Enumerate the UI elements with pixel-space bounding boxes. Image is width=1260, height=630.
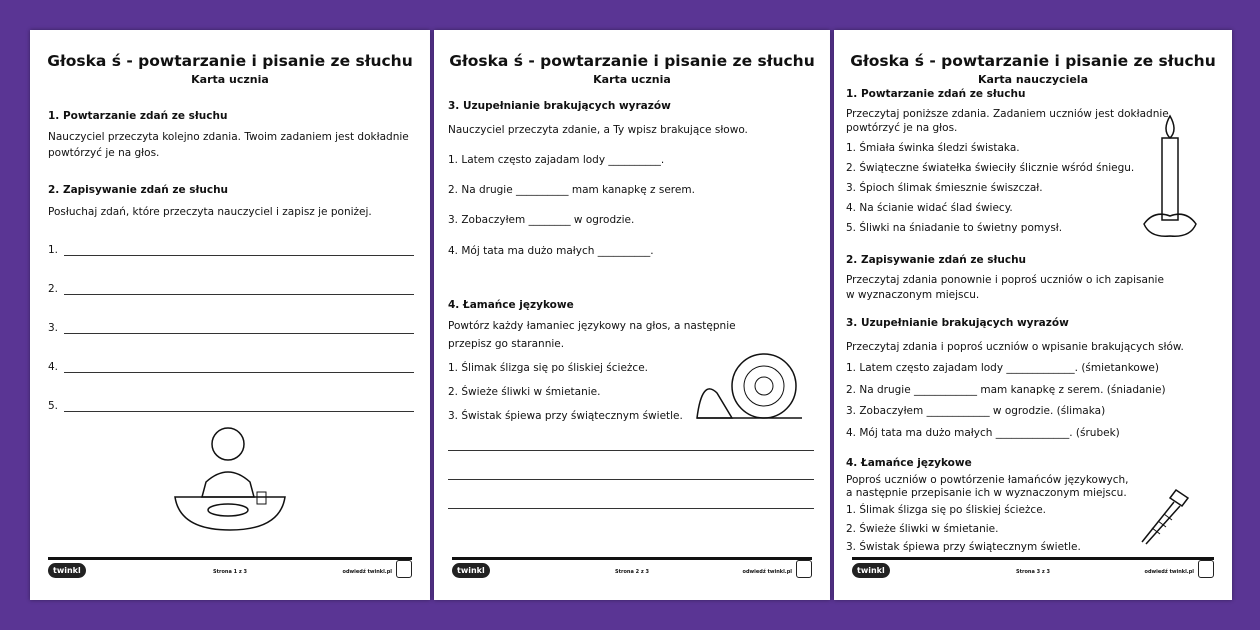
page-title: Głoska ś - powtarzanie i pisanie ze słuchu (47, 52, 413, 70)
sentence: 3. Zobaczyłem ________ w ogrodzie. (448, 214, 635, 226)
section-heading: 4. Łamańce językowe (846, 457, 972, 469)
page-number: Strona 1 z 3 (213, 569, 247, 575)
sentence: 1. Latem często zajadam lody _____________. (śmietankowe) (846, 362, 1159, 374)
sentence: 1. Latem często zajadam lody __________. (448, 154, 665, 166)
answer-line[interactable] (64, 333, 414, 334)
text: a następnie przepisanie ich w wyznaczonym miejscu. (846, 487, 1127, 499)
sentence: 1. Śmiała świnka śledzi świstaka. (846, 142, 1020, 154)
sentence: 5. Śliwki na śniadanie to świetny pomysł. (846, 222, 1063, 234)
sentence: 3. Śpioch ślimak śmiesznie świszczał. (846, 182, 1043, 194)
tongue-twister: 3. Świstak śpiewa przy świątecznym świetle. (846, 541, 1081, 553)
twinkl-logo: twinkl (48, 563, 86, 578)
text: Posłuchaj zdań, które przeczyta nauczyciel i zapisz je poniżej. (48, 206, 372, 218)
text: powtórzyć je na głos. (846, 122, 958, 134)
text: Przeczytaj poniższe zdania. Zadaniem uczniów jest dokładnie (846, 108, 1169, 120)
answer-line[interactable] (448, 479, 814, 480)
sentence: 2. Świąteczne światełka świeciły ślicznie wśród śniegu. (846, 162, 1135, 174)
tongue-twister: 2. Świeże śliwki w śmietanie. (448, 386, 601, 398)
page-subtitle: Karta ucznia (191, 73, 269, 86)
page-subtitle: Karta nauczyciela (977, 73, 1088, 86)
footer-rule (48, 557, 412, 560)
page-subtitle: Karta ucznia (593, 73, 671, 86)
screw-illustration (1134, 484, 1194, 546)
line-number: 5. (48, 400, 59, 412)
sentence: 3. Zobaczyłem ____________ w ogrodzie. (ślimaka) (846, 405, 1106, 417)
answer-line[interactable] (64, 255, 414, 256)
text: Przeczytaj zdania ponownie i poproś uczniów o ich zapisanie (846, 274, 1164, 286)
sentence: 4. Mój tata ma dużo małych ______________. (śrubek) (846, 427, 1120, 439)
badge-icon (396, 560, 412, 578)
page-2 (434, 30, 830, 600)
twinkl-logo: twinkl (852, 563, 890, 578)
text: przepisz go starannie. (448, 338, 565, 350)
answer-line[interactable] (448, 508, 814, 509)
page-1 (30, 30, 430, 600)
text: w wyznaczonym miejscu. (846, 289, 980, 301)
section-heading: 3. Uzupełnianie brakujących wyrazów (448, 100, 671, 112)
page-number: Strona 3 z 3 (1016, 569, 1050, 575)
text: Poproś uczniów o powtórzenie łamańców językowych, (846, 474, 1129, 486)
answer-line[interactable] (64, 372, 414, 373)
snail-illustration (692, 348, 812, 423)
page-3 (834, 30, 1232, 600)
sentence: 4. Na ścianie widać ślad świecy. (846, 202, 1013, 214)
sentence: 2. Na drugie __________ mam kanapkę z serem. (448, 184, 695, 196)
section-heading: 2. Zapisywanie zdań ze słuchu (48, 184, 229, 196)
sentence: 4. Mój tata ma dużo małych __________. (448, 245, 654, 257)
site-link[interactable]: odwiedź twinkl.pl (1144, 569, 1194, 575)
text: Przeczytaj zdania i poproś uczniów o wpisanie brakujących słów. (846, 341, 1184, 353)
section-heading: 3. Uzupełnianie brakujących wyrazów (846, 317, 1069, 329)
page-title: Głoska ś - powtarzanie i pisanie ze słuchu (850, 52, 1216, 70)
tongue-twister: 1. Ślimak ślizga się po śliskiej ścieżce. (846, 504, 1046, 516)
candle-illustration (1140, 112, 1200, 242)
tongue-twister: 2. Świeże śliwki w śmietanie. (846, 523, 999, 535)
line-number: 2. (48, 283, 59, 295)
answer-line[interactable] (64, 411, 414, 412)
page-number: Strona 2 z 3 (615, 569, 649, 575)
line-number: 3. (48, 322, 59, 334)
twinkl-logo: twinkl (452, 563, 490, 578)
site-link[interactable]: odwiedź twinkl.pl (742, 569, 792, 575)
section-heading: 2. Zapisywanie zdań ze słuchu (846, 254, 1027, 266)
line-number: 1. (48, 244, 59, 256)
badge-icon (796, 560, 812, 578)
answer-line[interactable] (64, 294, 414, 295)
tongue-twister: 3. Świstak śpiewa przy świątecznym świetle. (448, 410, 683, 422)
section-heading: 1. Powtarzanie zdań ze słuchu (846, 88, 1026, 100)
section-heading: 1. Powtarzanie zdań ze słuchu (48, 110, 228, 122)
footer-rule (452, 557, 812, 560)
text: Powtórz każdy łamaniec językowy na głos, a następnie (448, 320, 736, 332)
text: Nauczyciel przeczyta zdanie, a Ty wpisz brakujące słowo. (448, 124, 748, 136)
line-number: 4. (48, 361, 59, 373)
answer-line[interactable] (448, 450, 814, 451)
tongue-twister: 1. Ślimak ślizga się po śliskiej ścieżce. (448, 362, 648, 374)
badge-icon (1198, 560, 1214, 578)
text: powtórzyć je na głos. (48, 147, 160, 159)
sentence: 2. Na drugie ____________ mam kanapkę z serem. (śniadanie) (846, 384, 1166, 396)
footer-rule (852, 557, 1214, 560)
text: Nauczyciel przeczyta kolejno zdania. Twoim zadaniem jest dokładnie (48, 131, 409, 143)
girl-eating-illustration (170, 422, 290, 532)
site-link[interactable]: odwiedź twinkl.pl (342, 569, 392, 575)
section-heading: 4. Łamańce językowe (448, 299, 574, 311)
page-title: Głoska ś - powtarzanie i pisanie ze słuchu (449, 52, 815, 70)
